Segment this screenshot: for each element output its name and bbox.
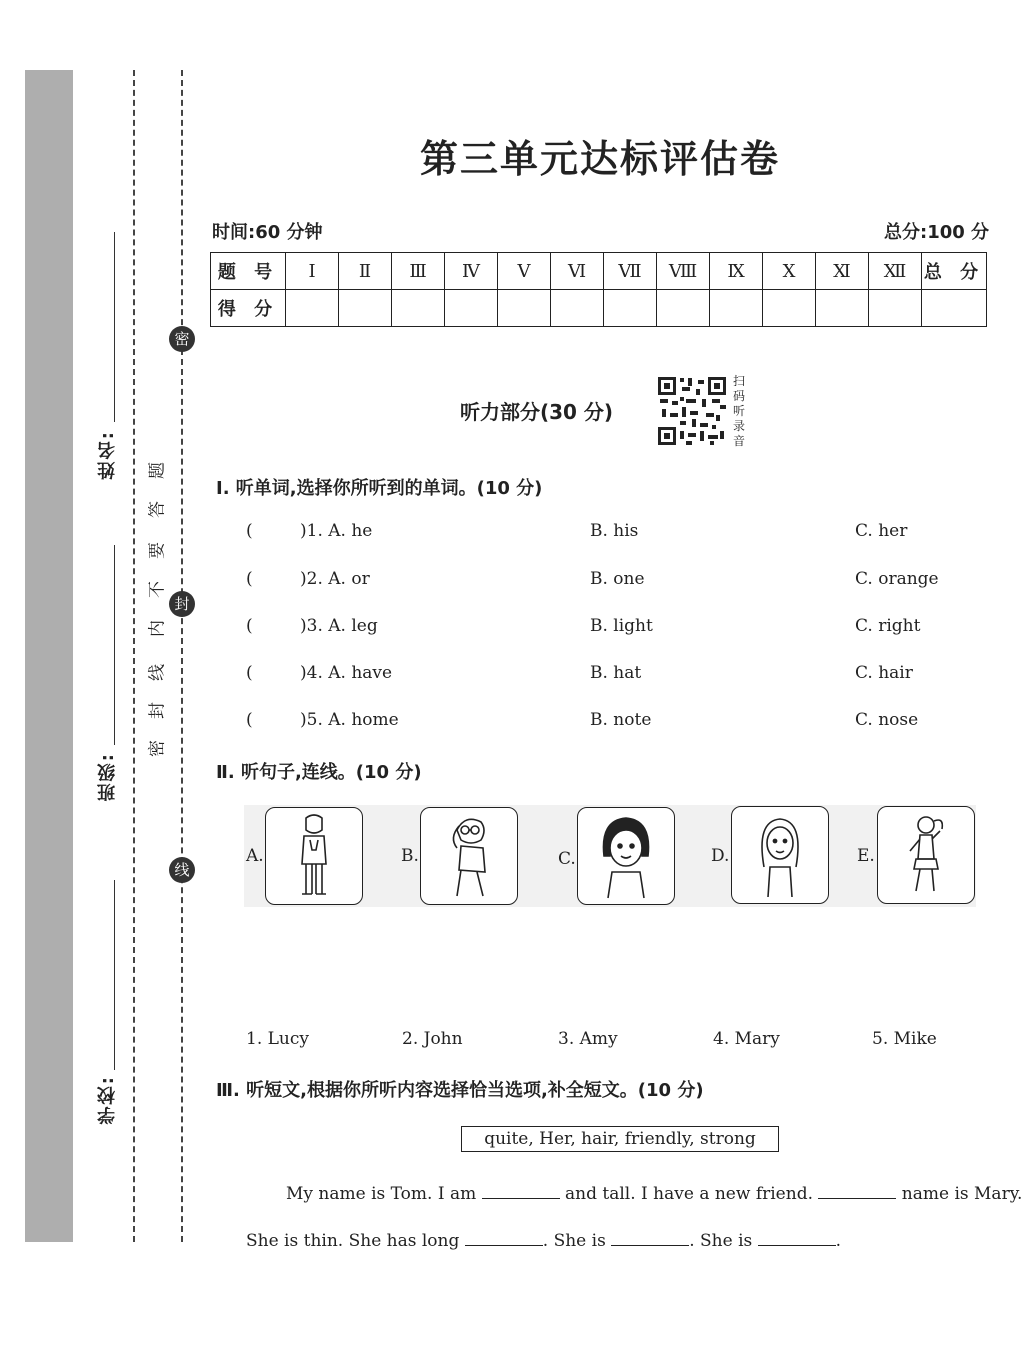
answer-paren[interactable]: ( (246, 663, 253, 683)
total-score-label: 总分:100 分 (884, 222, 990, 243)
passage-text: . (835, 1231, 842, 1251)
option-a: )4. A. have (300, 663, 393, 683)
total-label-cell: 总 分 (922, 253, 987, 290)
score-cell[interactable] (286, 290, 339, 327)
boy-glasses-icon[interactable] (420, 807, 518, 905)
score-cell[interactable] (392, 290, 445, 327)
option-c: C. right (855, 616, 921, 636)
boy-standing-icon[interactable] (265, 807, 363, 905)
picture-label: C. (558, 849, 576, 869)
notice-char: 密 (147, 740, 168, 757)
picture-label: B. (401, 846, 419, 866)
numeral-cell: Ⅱ (339, 253, 392, 290)
listening-section-title: 听力部分(30 分) (460, 400, 614, 424)
answer-blank[interactable] (758, 1229, 836, 1246)
score-cell[interactable] (657, 290, 710, 327)
scan-instruction: 扫码听录音 (733, 374, 746, 448)
score-cell[interactable] (445, 290, 498, 327)
score-cell[interactable] (763, 290, 816, 327)
girl-ponytail-icon[interactable] (877, 806, 975, 904)
answer-paren[interactable]: ( (246, 710, 253, 730)
answer-blank[interactable] (482, 1182, 560, 1199)
passage-text: My name is Tom. I am (286, 1184, 477, 1204)
numeral-cell: Ⅸ (710, 253, 763, 290)
numeral-cell: Ⅳ (445, 253, 498, 290)
picture-label: A. (246, 846, 264, 866)
binding-strip (25, 70, 73, 1242)
numeral-cell: Ⅰ (286, 253, 339, 290)
answer-blank[interactable] (611, 1229, 689, 1246)
numeral-cell: Ⅲ (392, 253, 445, 290)
option-b: B. note (590, 710, 652, 730)
picture-label: E. (857, 846, 875, 866)
option-b: B. his (590, 521, 639, 541)
girl-long-hair-icon[interactable] (731, 806, 829, 904)
numeral-cell: Ⅵ (551, 253, 604, 290)
passage-text: . She is (542, 1231, 606, 1251)
numeral-cell: Ⅺ (816, 253, 869, 290)
score-table-score-row (211, 290, 987, 327)
score-table-header-row (211, 253, 987, 290)
score-cell[interactable] (498, 290, 551, 327)
score-cell[interactable] (710, 290, 763, 327)
name-item: 5. Mike (872, 1029, 937, 1049)
notice-char: 封 (147, 702, 168, 719)
option-c: C. nose (855, 710, 919, 730)
answer-blank[interactable] (818, 1182, 896, 1199)
seal-feng: 封 (169, 591, 195, 617)
time-limit: 时间:60 分钟 (212, 222, 323, 243)
seal-mi: 密 (169, 326, 195, 352)
option-c: C. her (855, 521, 908, 541)
option-b: B. hat (590, 663, 642, 683)
school-field-label: 学校: (97, 1075, 118, 1125)
numeral-cell: Ⅹ (763, 253, 816, 290)
passage-line-2 (246, 1229, 841, 1251)
passage-text: name is Mary. (901, 1184, 1022, 1204)
option-b: B. light (590, 616, 653, 636)
binding-dash-line-inner (133, 70, 135, 1242)
answer-paren[interactable]: ( (246, 616, 253, 636)
section-3-heading: Ⅲ. 听短文,根据你所听内容选择恰当选项,补全短文。(10 分) (216, 1080, 704, 1101)
passage-text: . She is (689, 1231, 753, 1251)
numeral-cell: Ⅷ (657, 253, 710, 290)
class-field-label: 班级: (97, 752, 118, 802)
option-a: )5. A. home (300, 710, 399, 730)
option-c: C. hair (855, 663, 913, 683)
total-score-cell[interactable] (922, 290, 987, 327)
name-field-label: 姓名: (97, 430, 118, 480)
score-label: 得 分 (211, 290, 286, 327)
numeral-cell: Ⅻ (869, 253, 922, 290)
question-number-label: 题 号 (211, 253, 286, 290)
score-cell[interactable] (339, 290, 392, 327)
score-table (210, 252, 987, 327)
numeral-cell: Ⅶ (604, 253, 657, 290)
passage-text: and tall. I have a new friend. (565, 1184, 813, 1204)
name-item: 2. John (402, 1029, 463, 1049)
section-1-heading: Ⅰ. 听单词,选择你所听到的单词。(10 分) (216, 478, 543, 499)
section-2-heading: Ⅱ. 听句子,连线。(10 分) (216, 762, 422, 783)
option-a: )3. A. leg (300, 616, 378, 636)
seal-xian: 线 (169, 857, 195, 883)
passage-text: She is thin. She has long (246, 1231, 460, 1251)
name-item: 4. Mary (713, 1029, 780, 1049)
option-b: B. one (590, 569, 645, 589)
name-item: 3. Amy (558, 1029, 618, 1049)
qr-code-icon[interactable] (656, 375, 728, 447)
picture-label: D. (711, 846, 730, 866)
school-field-line[interactable] (114, 880, 115, 1070)
score-cell[interactable] (869, 290, 922, 327)
answer-paren[interactable]: ( (246, 521, 253, 541)
numeral-cell: Ⅴ (498, 253, 551, 290)
binding-dash-line-outer (181, 70, 183, 1242)
notice-char: 要 (147, 542, 168, 559)
option-a: )2. A. or (300, 569, 370, 589)
score-cell[interactable] (551, 290, 604, 327)
class-field-line[interactable] (114, 545, 115, 745)
option-c: C. orange (855, 569, 939, 589)
answer-paren[interactable]: ( (246, 569, 253, 589)
notice-char: 题 (147, 462, 168, 479)
name-field-line[interactable] (114, 232, 115, 422)
page-title: 第三单元达标评估卷 (419, 137, 780, 181)
notice-char: 线 (147, 664, 168, 681)
girl-short-hair-icon[interactable] (577, 807, 675, 905)
word-bank: quite, Her, hair, friendly, strong (461, 1126, 779, 1152)
notice-char: 内 (147, 620, 168, 637)
name-item: 1. Lucy (246, 1029, 309, 1049)
score-cell[interactable] (816, 290, 869, 327)
option-a: )1. A. he (300, 521, 373, 541)
passage-line-1 (286, 1182, 1022, 1204)
notice-char: 不 (147, 581, 168, 598)
notice-char: 答 (147, 501, 168, 518)
score-cell[interactable] (604, 290, 657, 327)
answer-blank[interactable] (465, 1229, 543, 1246)
